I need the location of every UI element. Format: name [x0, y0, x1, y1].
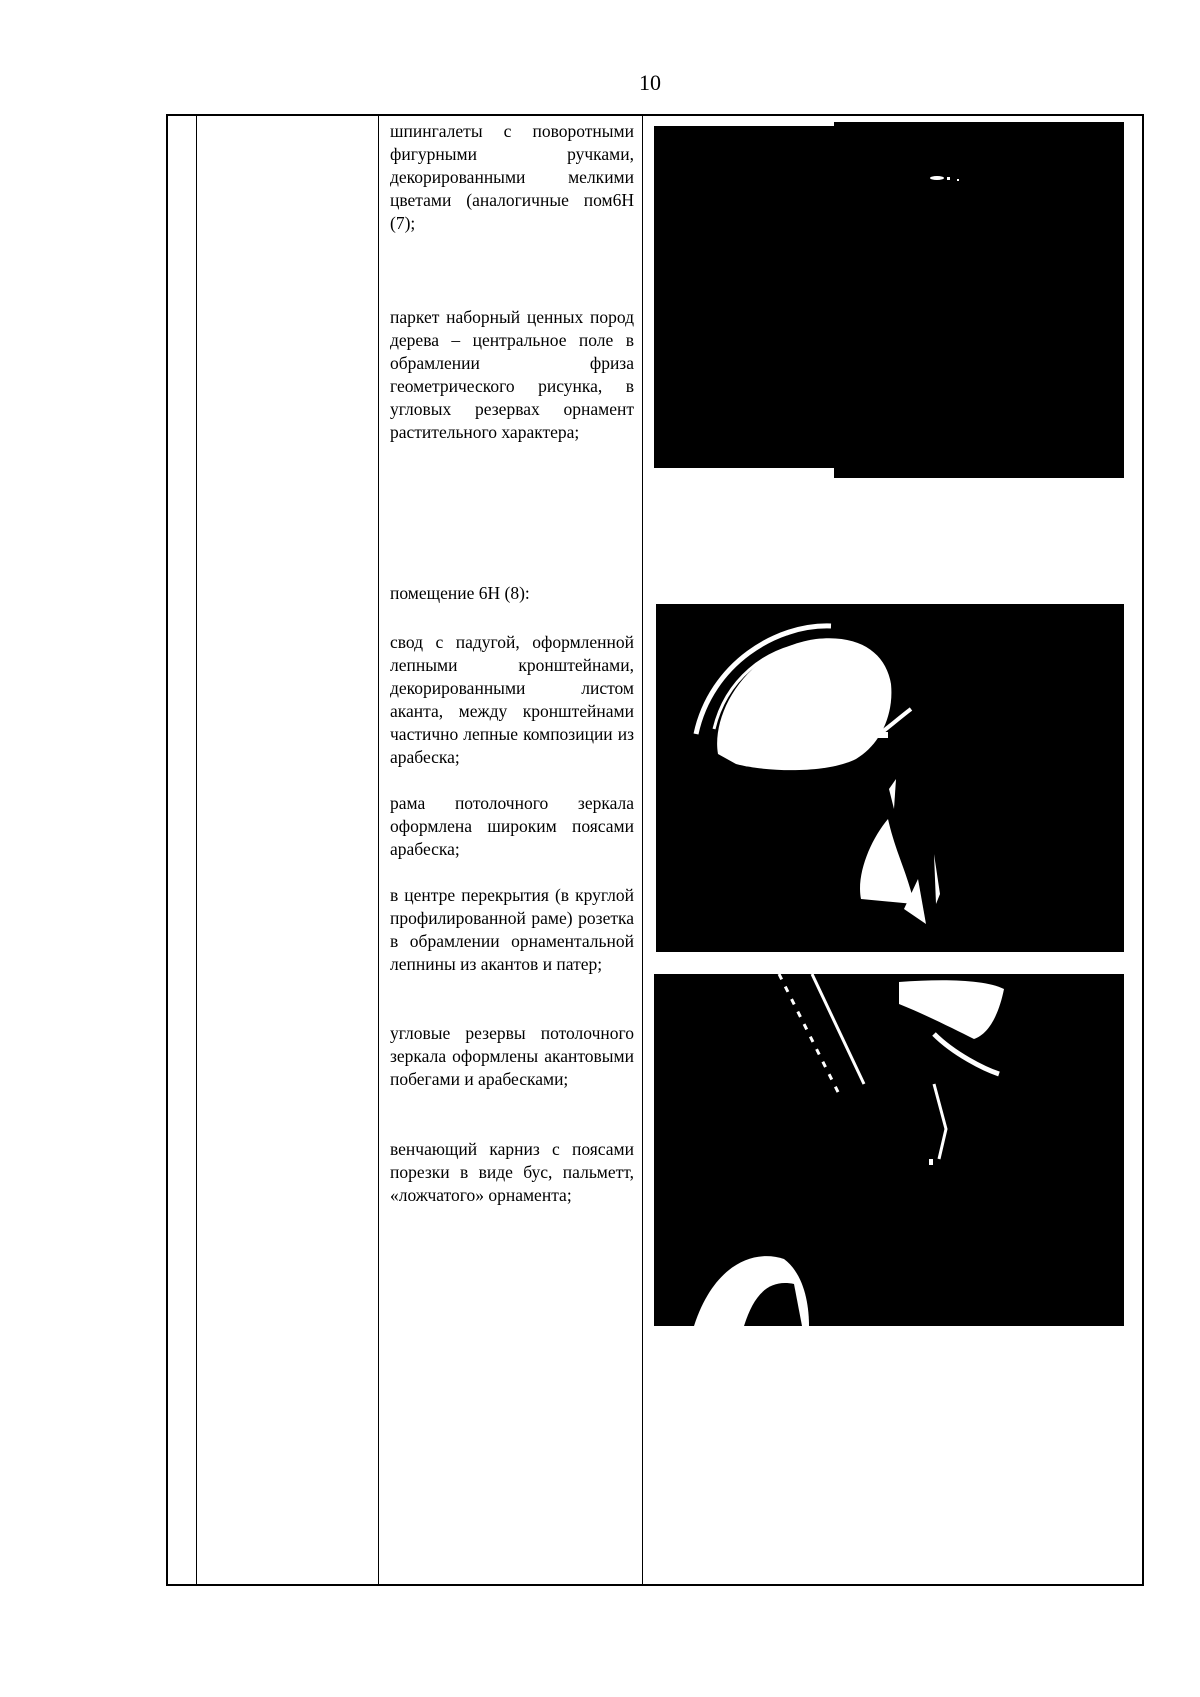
photo-cornice-image [654, 974, 1124, 1326]
photo-vault-image [656, 604, 1124, 952]
photo-window-fittings-image [654, 122, 1124, 478]
text-rosette: в центре перекрытия (в круглой профилированной раме) розетка в обрамлении орнаментальной лепнины из акантов и патер; [390, 885, 634, 974]
text-corner-reserves: угловые резервы потолочного зеркала оформлены акантовыми побегами и арабесками; [390, 1023, 634, 1089]
text-espagnolettes: шпингалеты с поворотными фигурными ручками, декорированными мелкими цветами (аналогичные пом6Н (7); [390, 121, 634, 233]
column-divider [378, 116, 379, 1584]
text-room-heading: помещение 6Н (8): [390, 583, 530, 603]
photo-vault [656, 604, 1124, 952]
document-table [166, 114, 1144, 1586]
column-divider [196, 116, 197, 1584]
text-parquet: паркет наборный ценных пород дерева – центральное поле в обрамлении фриза геометрического рисунка, в угловых резервах орнамент растительного характера; [390, 307, 634, 442]
page-number: 10 [639, 70, 661, 95]
text-ceiling-frame: рама потолочного зеркала оформлена широким поясами арабеска; [390, 793, 634, 859]
text-vault: свод с падугой, оформленной лепными кронштейнами, декорированными листом аканта, между кронштейнами частично лепные композиции из арабеска; [390, 632, 634, 767]
text-cornice: венчающий карниз с поясами порезки в виде бус, пальметт, «ложчатого» орнамента; [390, 1139, 634, 1205]
photo-cornice [654, 974, 1124, 1326]
photo-window-fittings [654, 122, 1124, 478]
column-divider [642, 116, 643, 1584]
